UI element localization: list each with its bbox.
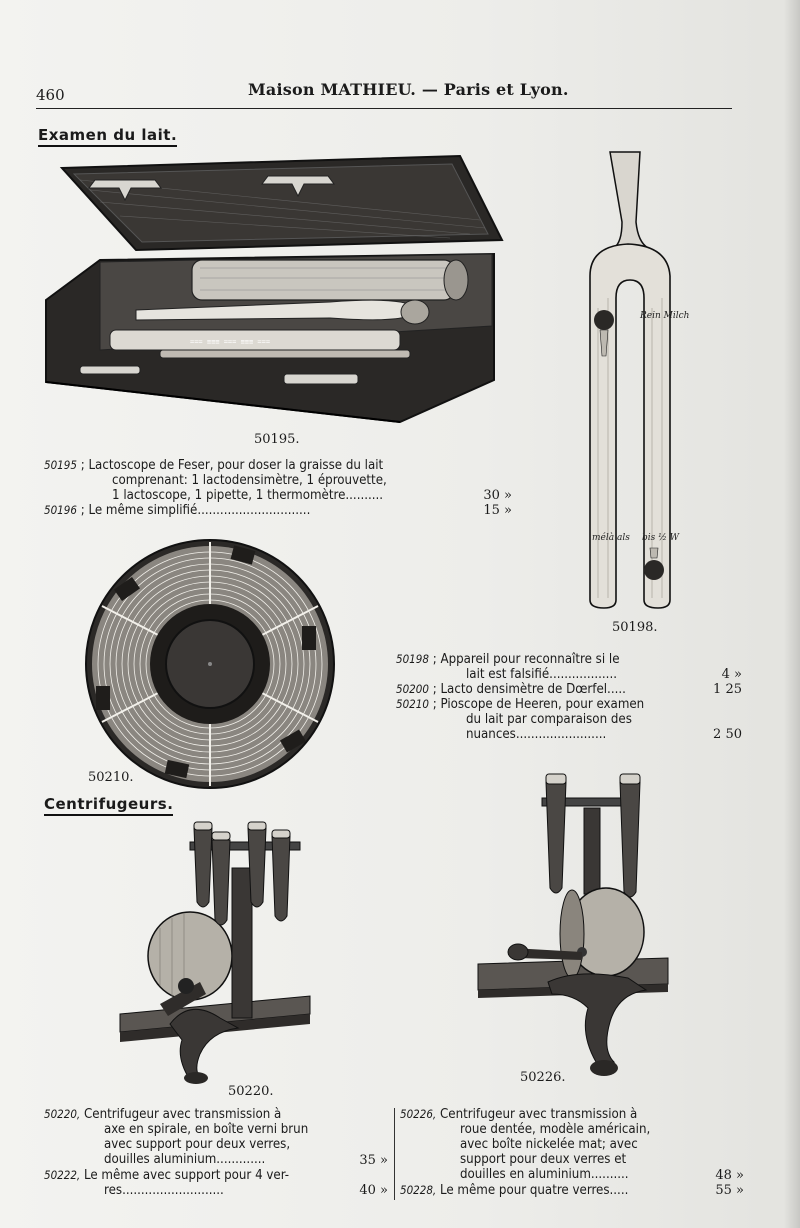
entry-line: ; Lactoscope de Feser, pour doser la graisse du lait [80, 458, 384, 473]
entry-line: ; Appareil pour reconnaître si le [432, 652, 620, 667]
entry-line: roue dentée, modèle américain, [460, 1122, 651, 1137]
entry-ref: 50226, [400, 1107, 437, 1121]
price-50228: 55 » [715, 1183, 744, 1198]
figure-caption-50195: 50195. [254, 432, 300, 447]
entry-50195 [44, 458, 387, 503]
price-50222: 40 » [359, 1183, 388, 1198]
page-number: 460 [36, 86, 65, 104]
entry-line: douilles aluminium............. [104, 1152, 266, 1167]
column-divider [394, 1108, 395, 1200]
page-header-title: Maison MATHIEU. — Paris et Lyon. [248, 80, 569, 99]
price-50198: 4 » [721, 667, 742, 682]
milk-test-tube-illustration [578, 148, 688, 610]
entry-ref: 50222, [44, 1168, 81, 1182]
entry-line: douilles en aluminium.......... [460, 1167, 629, 1182]
tube-label-right: bis ½ W [642, 533, 679, 543]
entry-50210 [396, 697, 644, 742]
entry-ref: 50196 [44, 503, 77, 517]
section-title-centrifugeurs: Centrifugeurs. [44, 795, 173, 816]
pioscope-disc-illustration [82, 536, 338, 792]
price-50226: 48 » [715, 1168, 744, 1183]
section-title-examen-lait: Examen du lait. [38, 126, 177, 147]
entry-line: ; Le même simplifié.............................. [80, 503, 311, 518]
entry-line: avec support pour deux verres, [104, 1137, 291, 1152]
entry-50228 [400, 1183, 628, 1198]
entry-ref: 50220, [44, 1107, 81, 1121]
entry-line: nuances........................ [466, 727, 607, 742]
entry-50198 [396, 652, 620, 682]
entry-50200 [396, 682, 626, 697]
figure-caption-50220: 50220. [228, 1084, 274, 1099]
lactoscope-case-illustration [40, 150, 510, 420]
page-edge-shadow [784, 0, 800, 1228]
centrifuge-four-glasses-illustration [120, 818, 320, 1088]
price-50200: 1 25 [713, 682, 742, 697]
entry-line: Centrifugeur avec transmission à [83, 1107, 282, 1122]
entry-line: ; Lacto densimètre de Dœrfel..... [432, 682, 626, 697]
tube-label-left: mélà als [592, 533, 630, 543]
centrifuge-two-glasses-illustration [478, 772, 678, 1082]
tube-label-top: Rein Milch [640, 311, 690, 321]
header-rule [36, 108, 732, 109]
entry-line: lait est falsifié.................. [466, 667, 617, 682]
entry-50220 [44, 1107, 308, 1167]
entry-50196 [44, 503, 310, 518]
entry-50226 [400, 1107, 650, 1182]
entry-line: du lait par comparaison des [466, 712, 632, 727]
price-50220: 35 » [359, 1153, 388, 1168]
price-50195: 30 » [483, 488, 512, 503]
entry-ref: 50200 [396, 682, 429, 696]
entry-line: support pour deux verres et [460, 1152, 627, 1167]
price-50210: 2 50 [713, 727, 742, 742]
entry-50222 [44, 1168, 289, 1198]
figure-caption-50226: 50226. [520, 1070, 566, 1085]
price-50196: 15 » [483, 503, 512, 518]
entry-line: Le même avec support pour 4 ver- [83, 1168, 290, 1183]
entry-line: Centrifugeur avec transmission à [439, 1107, 638, 1122]
entry-line: res........................... [104, 1183, 224, 1198]
svg-text:=== ≡≡≡ === ≡≡≡ ===: === ≡≡≡ === ≡≡≡ === [190, 338, 271, 346]
entry-ref: 50210 [396, 697, 429, 711]
figure-caption-50198: 50198. [612, 620, 658, 635]
entry-line: comprenant: 1 lactodensimètre, 1 éprouvette, [112, 473, 387, 488]
entry-ref: 50195 [44, 458, 77, 472]
figure-caption-50210: 50210. [88, 770, 134, 785]
entry-line: ; Pioscope de Heeren, pour examen [432, 697, 645, 712]
entry-line: avec boîte nickelée mat; avec [460, 1137, 638, 1152]
entry-line: 1 lactoscope, 1 pipette, 1 thermomètre.......... [112, 488, 384, 503]
entry-ref: 50228, [400, 1183, 437, 1197]
entry-ref: 50198 [396, 652, 429, 666]
entry-line: axe en spirale, en boîte verni brun [104, 1122, 309, 1137]
entry-line: Le même pour quatre verres..... [439, 1183, 629, 1198]
